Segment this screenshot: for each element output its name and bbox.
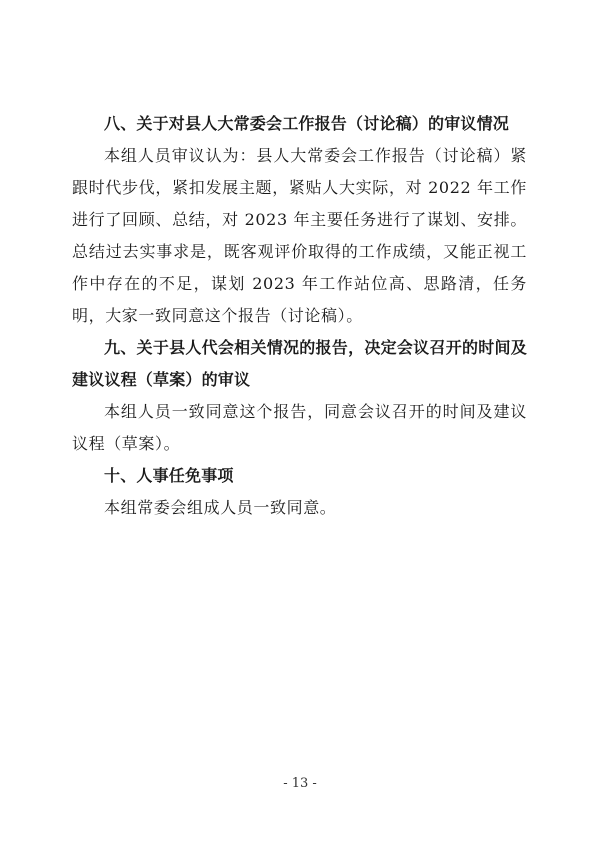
section-body-9: 本组人员一致同意这个报告，同意会议召开的时间及建议议程（草案）。 [72, 402, 527, 453]
section-heading-10: 十、人事任免事项 [104, 466, 234, 485]
section-heading-8: 八、关于对县人大常委会工作报告（讨论稿）的审议情况 [104, 114, 510, 133]
document-body [72, 108, 527, 524]
section-body-8: 本组人员审议认为：县人大常委会工作报告（讨论稿）紧跟时代步伐，紧扣发展主题，紧贴人大实际，对 2022 年工作进行了回顾、总结，对 2023 年主要任务进行了谋划、安排。总结过去实事求是，既客观评价取得的工作成绩，又能正视工作中存在的不足，谋划 2023 年工作站位高、思路清，任务明，大家一致同意这个报告（讨论稿）。 [72, 146, 527, 325]
page-number: - 13 - [283, 776, 317, 791]
section-heading-9: 九、关于县人代会相关情况的报告，决定会议召开的时间及建议议程（草案）的审议 [72, 338, 527, 389]
section-body-10: 本组常委会组成人员一致同意。 [104, 498, 337, 517]
